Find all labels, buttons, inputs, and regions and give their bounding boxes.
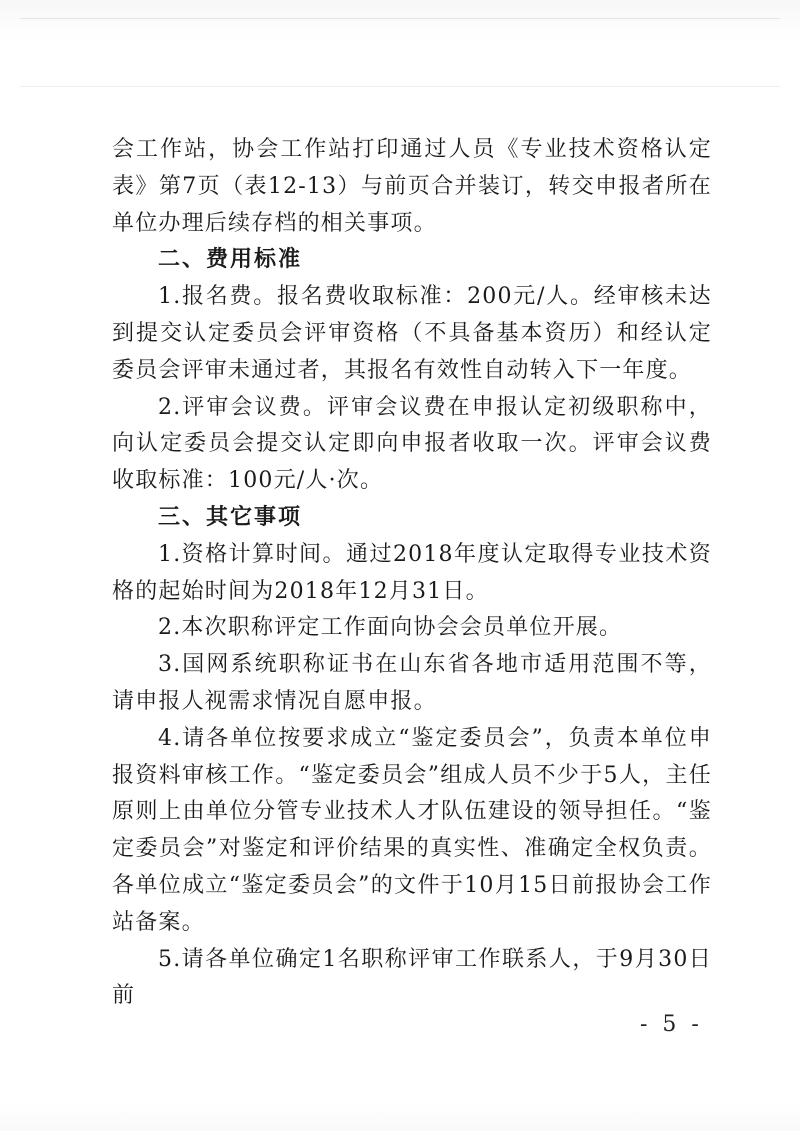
paragraph-review-fee: 2.评审会议费。评审会议费在申报认定初级职称中，向认定委员会提交认定即向申报者收取一次。评审会议费收取标准：100元/人·次。 xyxy=(112,394,712,494)
section-heading-other-matters: 三、其它事项 xyxy=(158,504,303,530)
paragraph-appraisal-committee: 4.请各单位按要求成立“鉴定委员会”，负责本单位申报资料审核工作。“鉴定委员会”组成人员不少于5人，主任原则上由单位分管专业技术人才队伍建设的领导担任。“鉴定委员会”对鉴定和评价结果的真实性、准确定全权负责。各单位成立“鉴定委员会”的文件于10月15日前报协会工作站备案。 xyxy=(112,725,712,935)
scan-artifact xyxy=(20,86,780,87)
paragraph-contact-person: 5.请各单位确定1名职称评审工作联系人，于9月30日前 xyxy=(112,946,712,1009)
paragraph-continuation: 会工作站，协会工作站打印通过人员《专业技术资格认定表》第7页（表12-13）与前页合并装订，转交申报者所在单位办理后续存档的相关事项。 xyxy=(112,137,712,236)
paragraph-scope: 2.本次职称评定工作面向协会会员单位开展。 xyxy=(158,615,623,641)
paragraph-qualification-time: 1.资格计算时间。通过2018年度认定取得专业技术资格的起始时间为2018年12月31日。 xyxy=(112,541,712,604)
page-number: - 5 - xyxy=(640,1012,703,1037)
document-body xyxy=(112,132,712,1015)
section-heading-fees: 二、费用标准 xyxy=(158,247,303,273)
scan-artifact xyxy=(20,18,780,19)
paragraph-certificate-scope: 3.国网系统职称证书在山东省各地市适用范围不等，请申报人视需求情况自愿申报。 xyxy=(112,652,712,714)
paragraph-registration-fee: 1.报名费。报名费收取标准：200元/人。经审核未达到提交认定委员会评审资格（不具备基本资历）和经认定委员会评审未通过者，其报名有效性自动转入下一年度。 xyxy=(112,284,712,383)
